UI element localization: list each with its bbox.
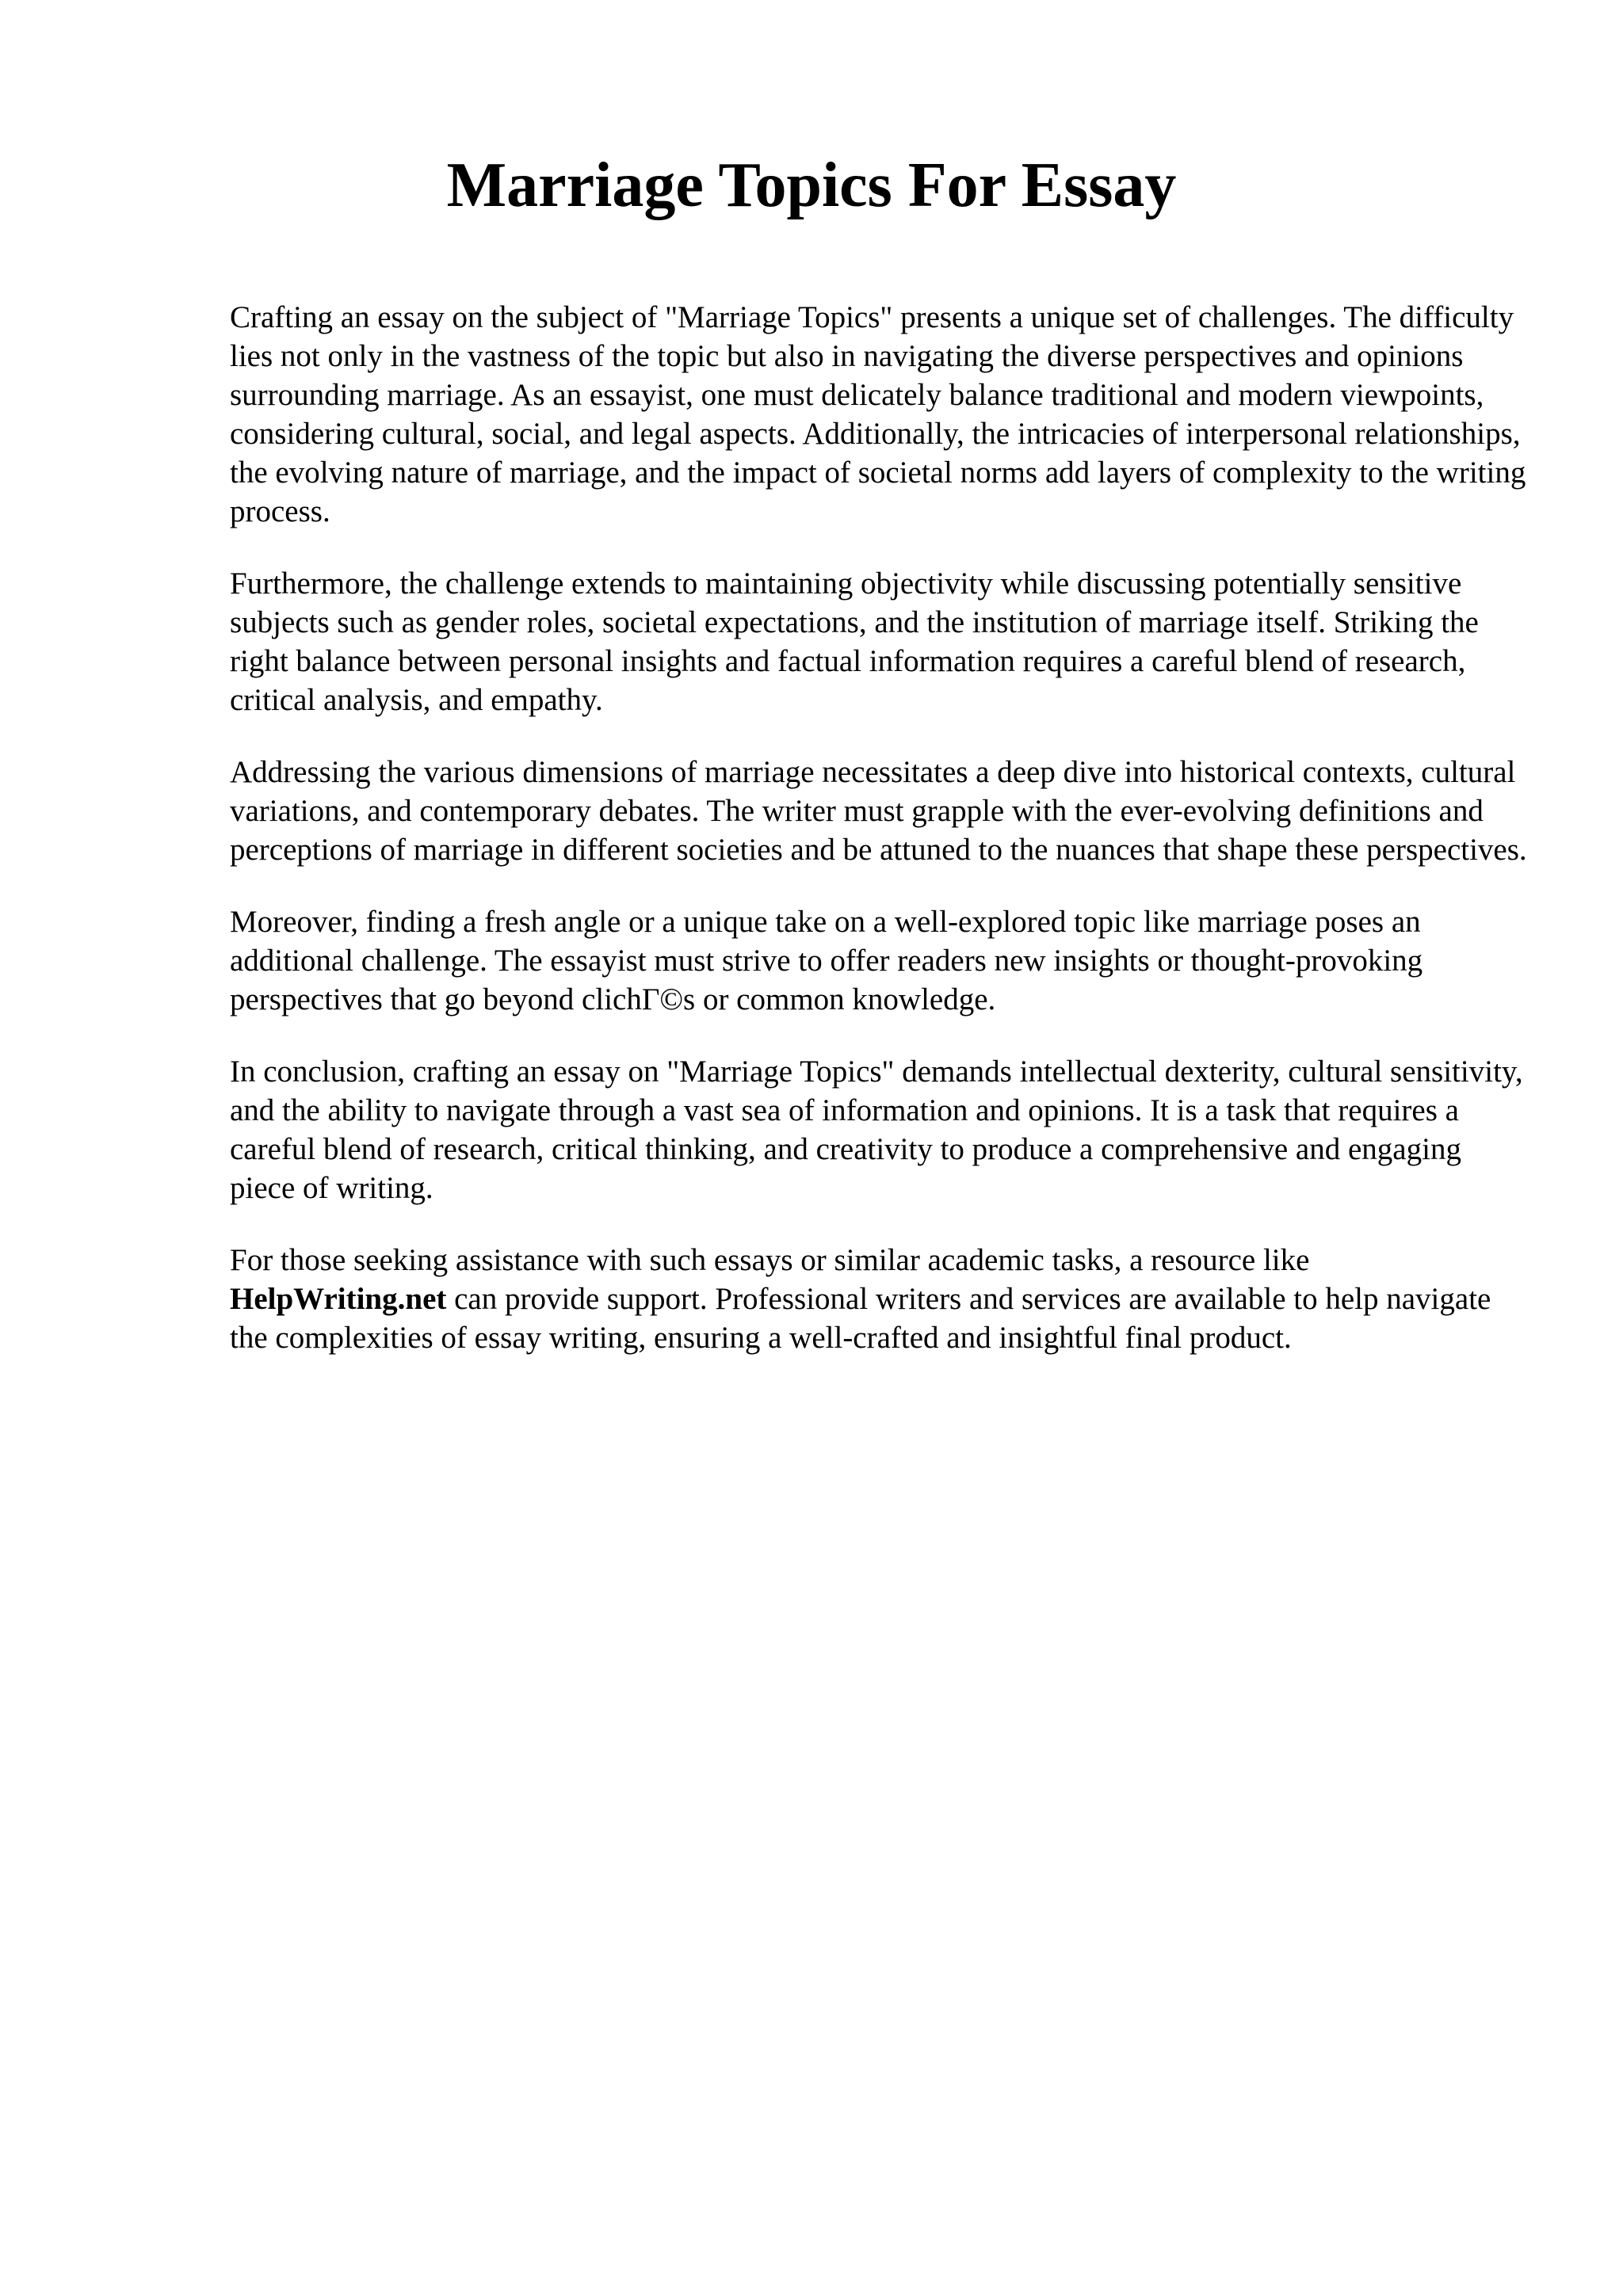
paragraph-6-intro: For those seeking assistance with such essays or similar academic tasks, a resource like	[230, 1243, 1310, 1277]
paragraph-3: Addressing the various dimensions of marriage necessitates a deep dive into historical contexts, cultural variations, and contemporary debates. The writer must grapple with the ever-evolving definitions and perceptions of marriage in different societies and be attuned to the nuances that shape these perspectives.	[230, 755, 1527, 867]
helpwriting-link[interactable]: HelpWriting.net	[230, 1282, 447, 1316]
document-body	[230, 298, 1529, 1390]
paragraph-1: Crafting an essay on the subject of "Marriage Topics" presents a unique set of challenges. The difficulty lies not only in the vastness of the topic but also in navigating the diverse perspectives and opinions surrounding marriage. As an essayist, one must delicately balance traditional and modern viewpoints, considering cultural, social, and legal aspects. Additionally, the intricacies of interpersonal relationships, the evolving nature of marriage, and the impact of societal norms add layers of complexity to the writing process.	[230, 300, 1526, 528]
document-title: Marriage Topics For Essay	[446, 151, 1177, 220]
paragraph-6	[230, 1241, 1529, 1357]
paragraph-6-outro: can provide support. Professional writers and services are available to help navigate the complexities of essay writing, ensuring a well-crafted and insightful final product.	[230, 1282, 1491, 1355]
paragraph-5: In conclusion, crafting an essay on "Marriage Topics" demands intellectual dexterity, cultural sensitivity, and the ability to navigate through a vast sea of information and opinions. It is a task that requires a careful blend of research, critical thinking, and creativity to produce a comprehensive and engaging piece of writing.	[230, 1055, 1523, 1205]
paragraph-2: Furthermore, the challenge extends to maintaining objectivity while discussing potentially sensitive subjects such as gender roles, societal expectations, and the institution of marriage itself. Striking the right balance between personal insights and factual information requires a careful blend of research, critical analysis, and empathy.	[230, 566, 1479, 717]
paragraph-4: Moreover, finding a fresh angle or a unique take on a well-explored topic like marriage poses an additional challenge. The essayist must strive to offer readers new insights or thought-provoking perspectives that go beyond clichΓ©s or common knowledge.	[230, 905, 1423, 1016]
